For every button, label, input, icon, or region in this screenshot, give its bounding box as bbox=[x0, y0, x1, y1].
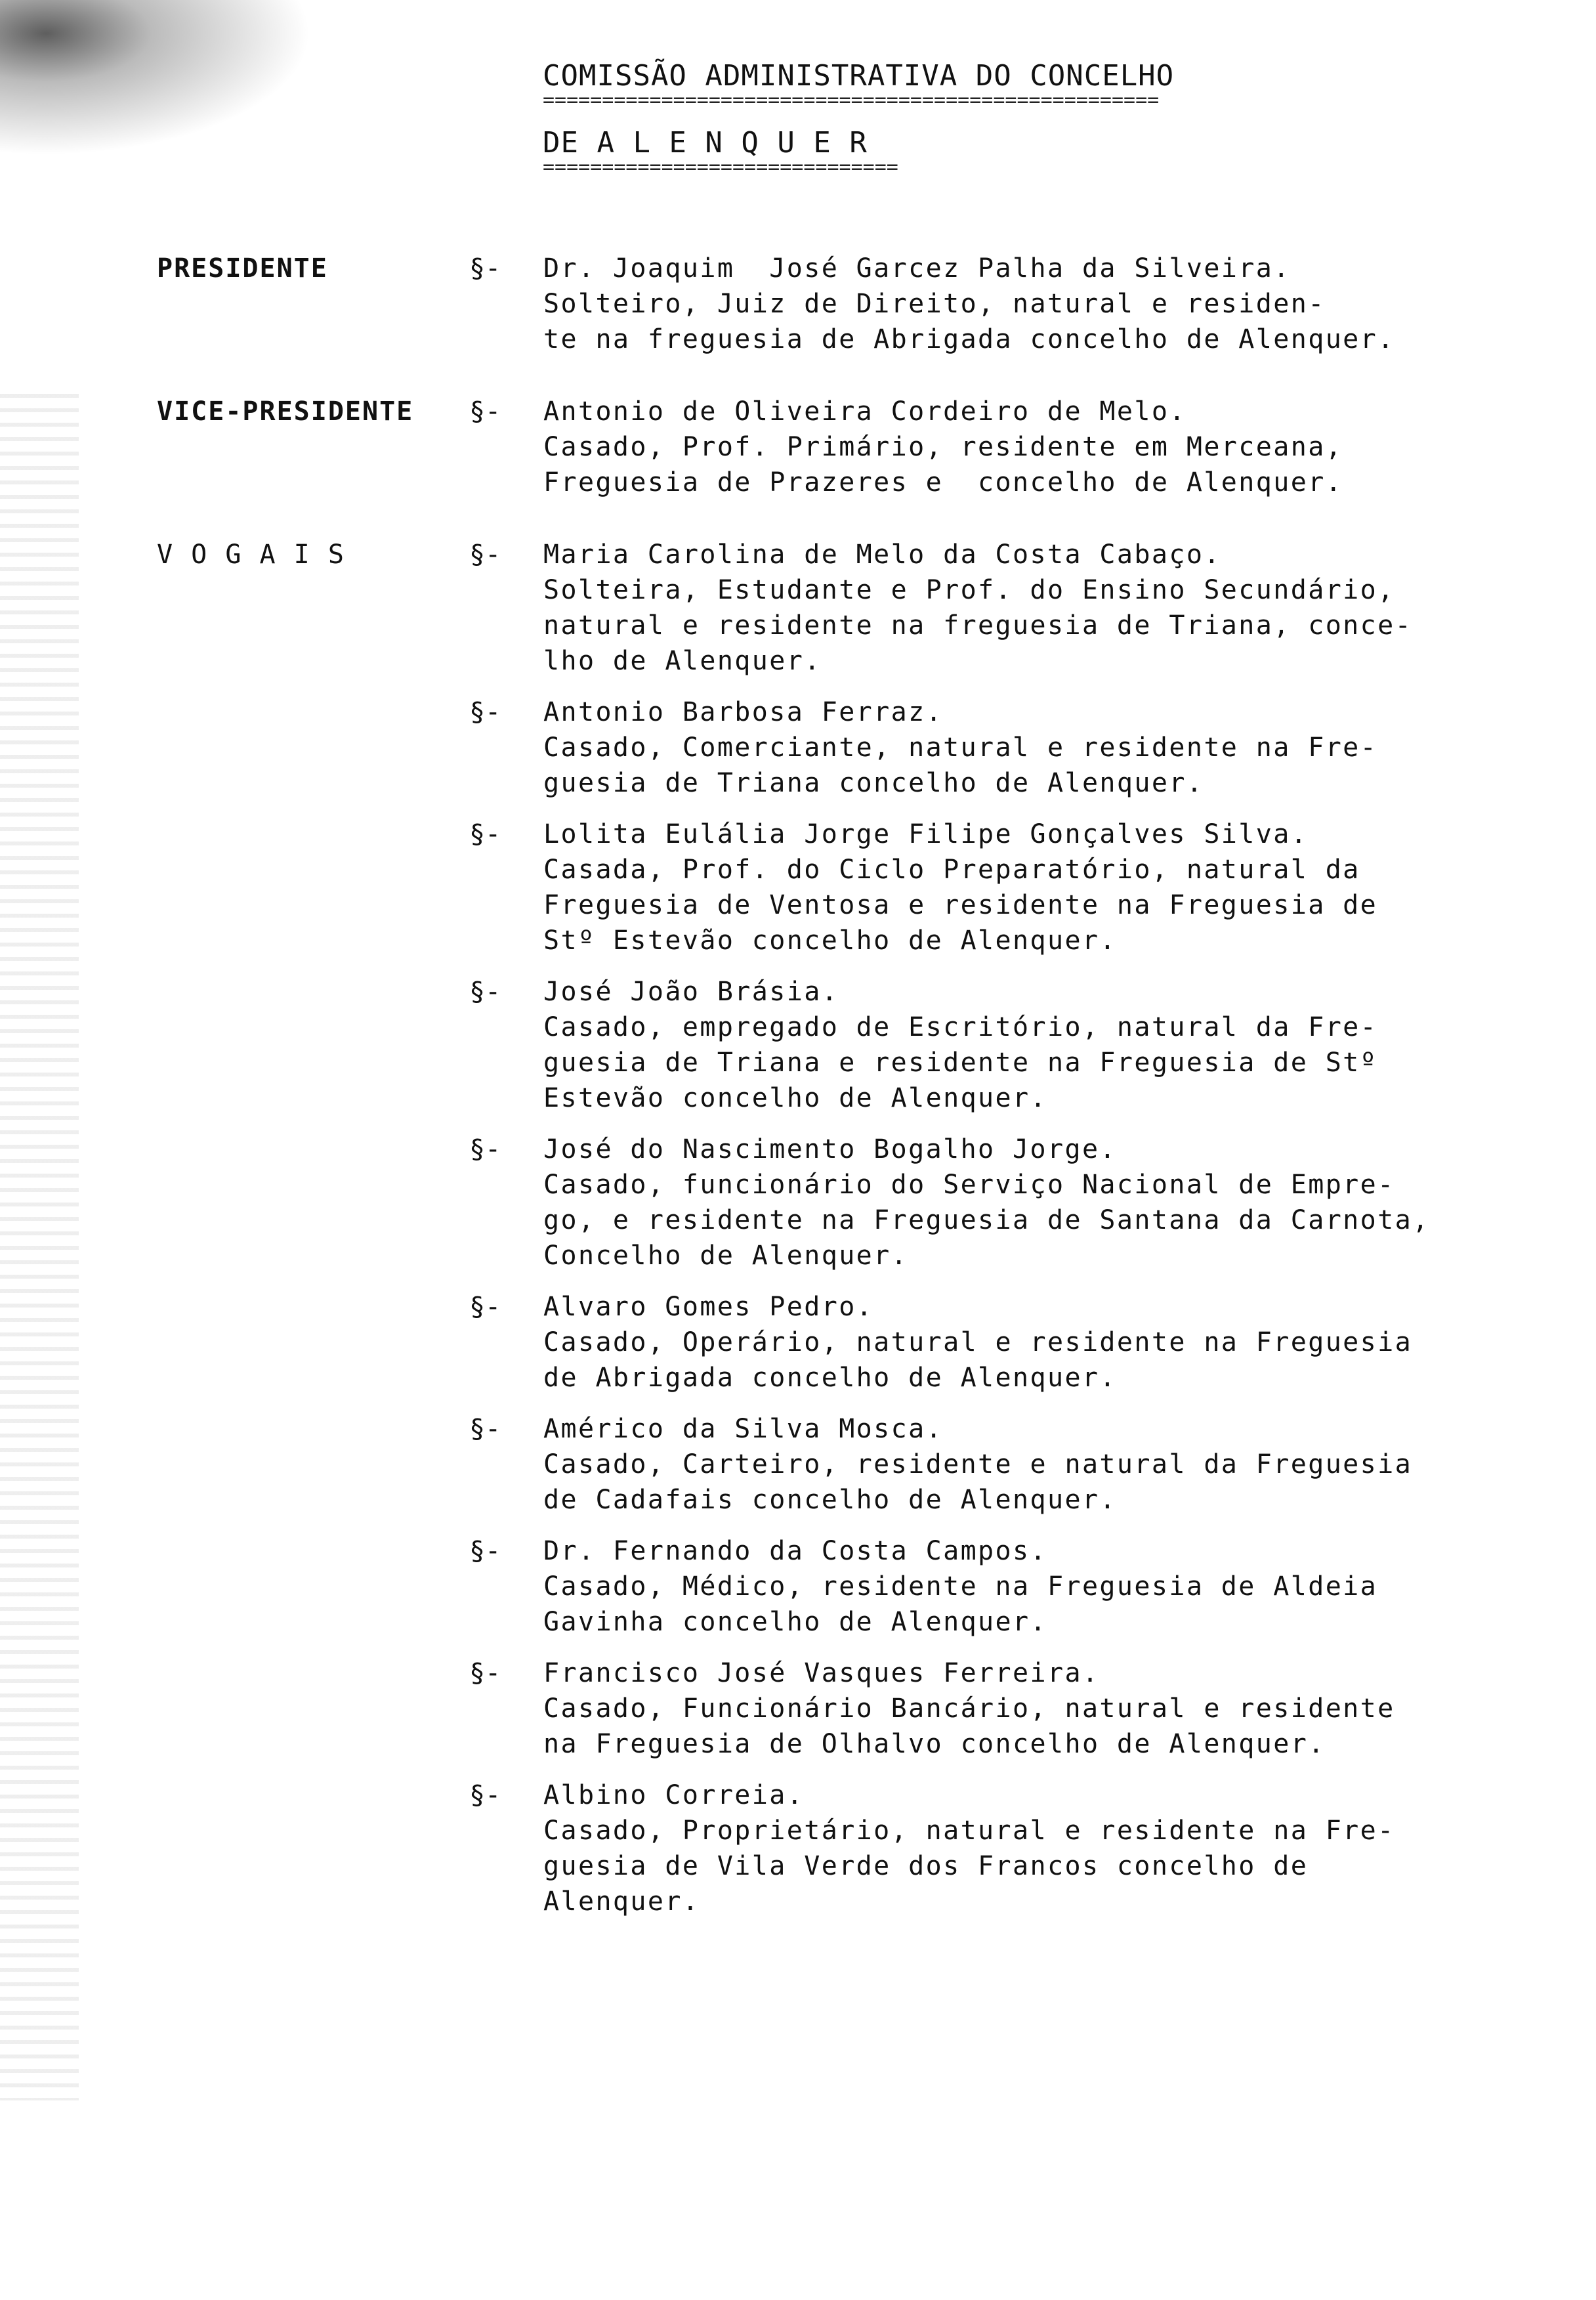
section-label: V O G A I S bbox=[157, 540, 345, 570]
member-details-line: Casado, Médico, residente na Freguesia de Aldeia bbox=[543, 1571, 1378, 1602]
member-entry bbox=[0, 1778, 1596, 1919]
title-underline: ============================== bbox=[543, 161, 898, 173]
member-name: Lolita Eulália Jorge Filipe Gonçalves Silva. bbox=[543, 819, 1309, 849]
member-entry bbox=[0, 537, 1596, 679]
title-line-1: COMISSÃO ADMINISTRATIVA DO CONCELHO bbox=[543, 59, 1175, 93]
paragraph-marker: §- bbox=[469, 1134, 501, 1164]
member-name: Alvaro Gomes Pedro. bbox=[543, 1292, 874, 1322]
member-details-line: Casado, Comerciante, natural e residente na Fre- bbox=[543, 733, 1378, 763]
member-entry bbox=[0, 1655, 1596, 1762]
member-entry bbox=[0, 251, 1596, 357]
paragraph-marker: §- bbox=[469, 253, 501, 284]
member-details-line: Freguesia de Prazeres e concelho de Alenquer. bbox=[543, 467, 1343, 498]
paragraph-marker: §- bbox=[469, 540, 501, 570]
member-details-line: Casado, Funcionário Bancário, natural e residente bbox=[543, 1693, 1395, 1724]
title-underline: ==================================================== bbox=[543, 95, 1160, 106]
member-entry bbox=[0, 1411, 1596, 1518]
member-details-line: go, e residente na Freguesia de Santana da Carnota, bbox=[543, 1205, 1430, 1235]
paragraph-marker: §- bbox=[469, 697, 501, 727]
member-details-line: Gavinha concelho de Alenquer. bbox=[543, 1607, 1047, 1637]
section-presidente bbox=[0, 251, 1596, 357]
member-details-line: natural e residente na freguesia de Triana, conce- bbox=[543, 610, 1413, 641]
member-details-line: Casado, empregado de Escritório, natural da Fre- bbox=[543, 1012, 1378, 1042]
member-details-line: guesia de Triana concelho de Alenquer. bbox=[543, 768, 1204, 798]
member-entry bbox=[0, 1289, 1596, 1395]
section-label: PRESIDENTE bbox=[157, 253, 328, 284]
member-entry bbox=[0, 694, 1596, 801]
member-entry bbox=[0, 974, 1596, 1116]
member-details-line: Solteiro, Juiz de Direito, natural e residen- bbox=[543, 289, 1326, 319]
member-details-line: Estevão concelho de Alenquer. bbox=[543, 1083, 1047, 1113]
member-details-line: Casado, Prof. Primário, residente em Merceana, bbox=[543, 432, 1343, 462]
section-label: VICE-PRESIDENTE bbox=[157, 396, 414, 427]
paragraph-marker: §- bbox=[469, 1780, 501, 1810]
member-details-line: Casado, Carteiro, residente e natural da Freguesia bbox=[543, 1449, 1413, 1480]
paragraph-marker: §- bbox=[469, 1536, 501, 1566]
member-details-line: na Freguesia de Olhalvo concelho de Alenquer. bbox=[543, 1729, 1326, 1759]
member-details-line: lho de Alenquer. bbox=[543, 646, 822, 676]
member-name: Américo da Silva Mosca. bbox=[543, 1414, 944, 1444]
member-details-line: Solteira, Estudante e Prof. do Ensino Secundário, bbox=[543, 575, 1395, 605]
paragraph-marker: §- bbox=[469, 1292, 501, 1322]
member-details-line: te na freguesia de Abrigada concelho de Alenquer. bbox=[543, 324, 1395, 354]
member-list bbox=[0, 251, 1596, 1956]
member-name: José do Nascimento Bogalho Jorge. bbox=[543, 1134, 1117, 1164]
member-details-line: Alenquer. bbox=[543, 1886, 700, 1917]
member-name: Dr. Fernando da Costa Campos. bbox=[543, 1536, 1047, 1566]
document-title bbox=[543, 58, 1174, 173]
member-entry bbox=[0, 394, 1596, 500]
member-name: Maria Carolina de Melo da Costa Cabaço. bbox=[543, 540, 1221, 570]
member-name: Dr. Joaquim José Garcez Palha da Silveira. bbox=[543, 253, 1291, 284]
paragraph-marker: §- bbox=[469, 819, 501, 849]
member-name: José João Brásia. bbox=[543, 977, 839, 1007]
member-details-line: Casado, funcionário do Serviço Nacional de Empre- bbox=[543, 1170, 1395, 1200]
paragraph-marker: §- bbox=[469, 1658, 501, 1688]
paragraph-marker: §- bbox=[469, 1414, 501, 1444]
member-details-line: guesia de Triana e residente na Freguesia de Stº bbox=[543, 1048, 1378, 1078]
member-details-line: Casado, Proprietário, natural e residente na Fre- bbox=[543, 1816, 1395, 1846]
section-vogais bbox=[0, 537, 1596, 1919]
paragraph-marker: §- bbox=[469, 977, 501, 1007]
member-name: Antonio de Oliveira Cordeiro de Melo. bbox=[543, 396, 1186, 427]
member-name: Albino Correia. bbox=[543, 1780, 805, 1810]
member-details-line: de Abrigada concelho de Alenquer. bbox=[543, 1363, 1117, 1393]
paragraph-marker: §- bbox=[469, 396, 501, 427]
member-details-line: Freguesia de Ventosa e residente na Freguesia de bbox=[543, 890, 1378, 920]
member-details-line: de Cadafais concelho de Alenquer. bbox=[543, 1485, 1117, 1515]
scan-smudge bbox=[0, 0, 459, 223]
member-entry bbox=[0, 1533, 1596, 1640]
member-name: Francisco José Vasques Ferreira. bbox=[543, 1658, 1100, 1688]
title-line-2: DE A L E N Q U E R bbox=[543, 126, 868, 160]
member-details-line: Stº Estevão concelho de Alenquer. bbox=[543, 926, 1117, 956]
member-name: Antonio Barbosa Ferraz. bbox=[543, 697, 944, 727]
member-entry bbox=[0, 1132, 1596, 1273]
member-details-line: Casada, Prof. do Ciclo Preparatório, natural da bbox=[543, 855, 1360, 885]
member-entry bbox=[0, 817, 1596, 958]
member-details-line: guesia de Vila Verde dos Francos concelho de bbox=[543, 1851, 1309, 1881]
member-details-line: Casado, Operário, natural e residente na Freguesia bbox=[543, 1327, 1413, 1357]
section-vice-presidente bbox=[0, 394, 1596, 500]
member-details-line: Concelho de Alenquer. bbox=[543, 1241, 909, 1271]
